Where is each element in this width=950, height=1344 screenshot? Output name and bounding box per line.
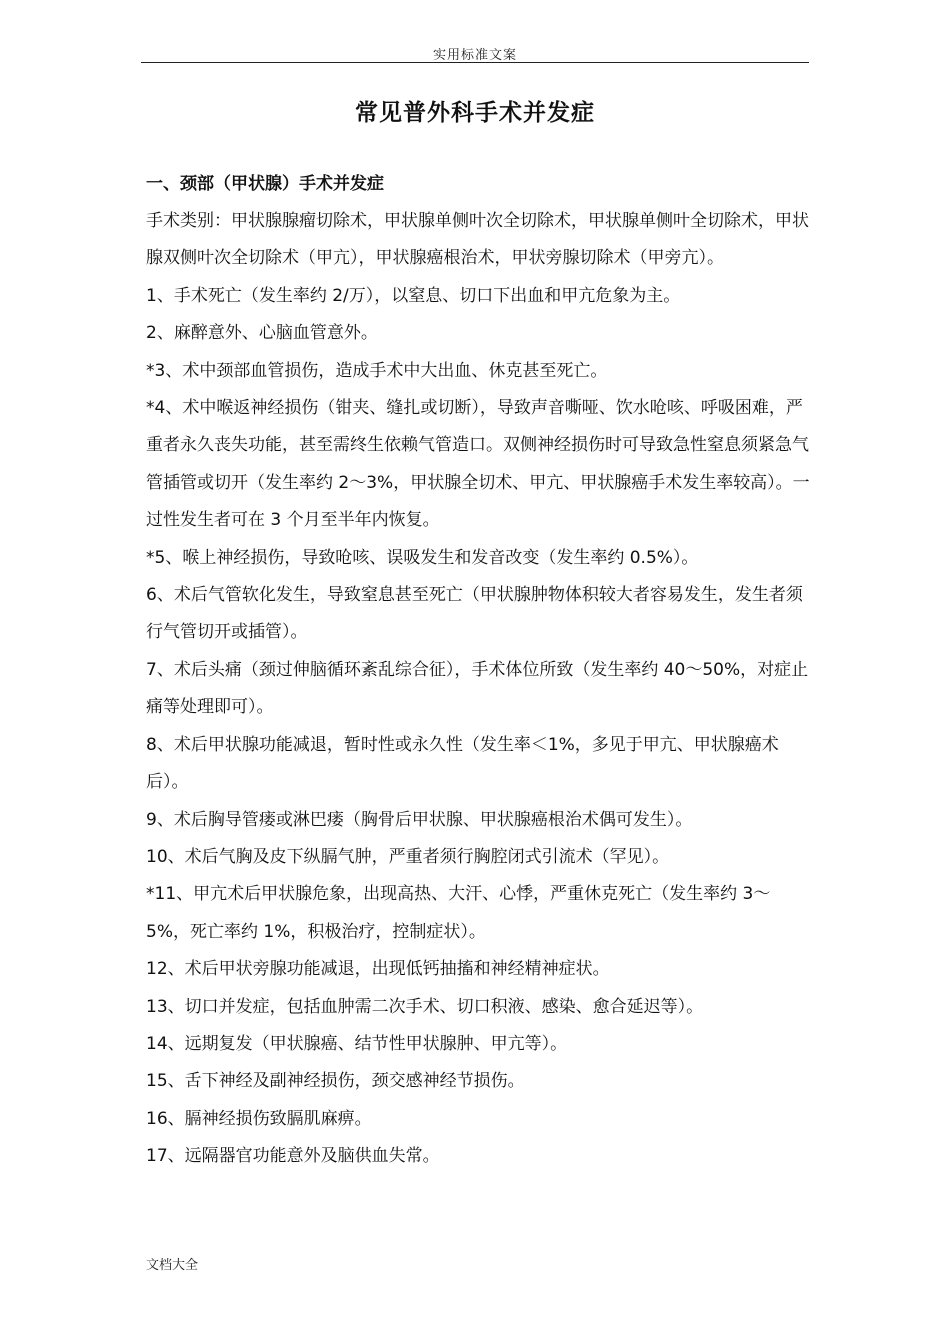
list-item: *3、术中颈部血管损伤，造成手术中大出血、休克甚至死亡。 [146, 360, 608, 381]
header-rule [141, 62, 809, 63]
running-footer: 文档大全 [146, 1258, 199, 1273]
list-item: 17、远隔器官功能意外及脑供血失常。 [146, 1146, 440, 1167]
section-heading: 一、颈部（甲状腺）手术并发症 [146, 174, 384, 194]
list-item: 12、术后甲状旁腺功能减退，出现低钙抽搐和神经精神症状。 [146, 959, 610, 980]
list-item: 8、术后甲状腺功能减退，暂时性或永久性（发生率＜1%，多见于甲亢、甲状腺癌术后）。 [146, 734, 779, 793]
list-item: 13、切口并发症，包括血肿需二次手术、切口积液、感染、愈合延迟等）。 [146, 996, 704, 1017]
paragraph-surgery-types: 手术类别：甲状腺腺瘤切除术，甲状腺单侧叶次全切除术，甲状腺单侧叶全切除术，甲状腺双侧叶次全切除术（甲亢），甲状腺癌根治术，甲状旁腺切除术（甲旁亢）。 [146, 211, 809, 269]
list-item: 9、术后胸导管瘘或淋巴瘘（胸骨后甲状腺、甲状腺癌根治术偶可发生）。 [146, 809, 693, 830]
list-item: 7、术后头痛（颈过伸脑循环紊乱综合征），手术体位所致（发生率约 40～50%，对症止痛等处理即可）。 [146, 659, 809, 718]
list-item: 16、膈神经损伤致膈肌麻痹。 [146, 1108, 372, 1129]
document-title: 常见普外科手术并发症 [355, 100, 595, 126]
list-item: *4、术中喉返神经损伤（钳夹、缝扎或切断），导致声音嘶哑、饮水呛咳、呼吸困难，严重者永久丧失功能，甚至需终生依赖气管造口。双侧神经损伤时可导致急性窒息须紧急气管插管或切开（发生率约 2～3%，甲状腺全切术、甲亢、甲状腺癌手术发生率较高）。一过性发生者可在 3 个月至半年内恢复。 [146, 398, 810, 531]
running-header: 实用标准文案 [432, 48, 517, 63]
list-item: 1、手术死亡（发生率约 2/万），以窒息、切口下出血和甲亢危象为主。 [146, 285, 681, 306]
list-item: 2、麻醉意外、心脑血管意外。 [146, 323, 378, 344]
list-item: 15、舌下神经及副神经损伤，颈交感神经节损伤。 [146, 1071, 525, 1092]
list-item: 6、术后气管软化发生，导致窒息甚至死亡（甲状腺肿物体积较大者容易发生，发生者须行气管切开或插管）。 [146, 585, 803, 643]
list-item: 10、术后气胸及皮下纵膈气肿，严重者须行胸腔闭式引流术（罕见）。 [146, 846, 670, 867]
list-item: 14、远期复发（甲状腺癌、结节性甲状腺肿、甲亢等）。 [146, 1033, 568, 1054]
list-item: *5、喉上神经损伤，导致呛咳、误吸发生和发音改变（发生率约 0.5%）。 [146, 547, 699, 568]
list-item: *11、甲亢术后甲状腺危象，出现高热、大汗、心悸，严重休克死亡（发生率约 3～5%，死亡率约 1%，积极治疗，控制症状）。 [146, 884, 771, 942]
document-body [146, 166, 810, 1176]
